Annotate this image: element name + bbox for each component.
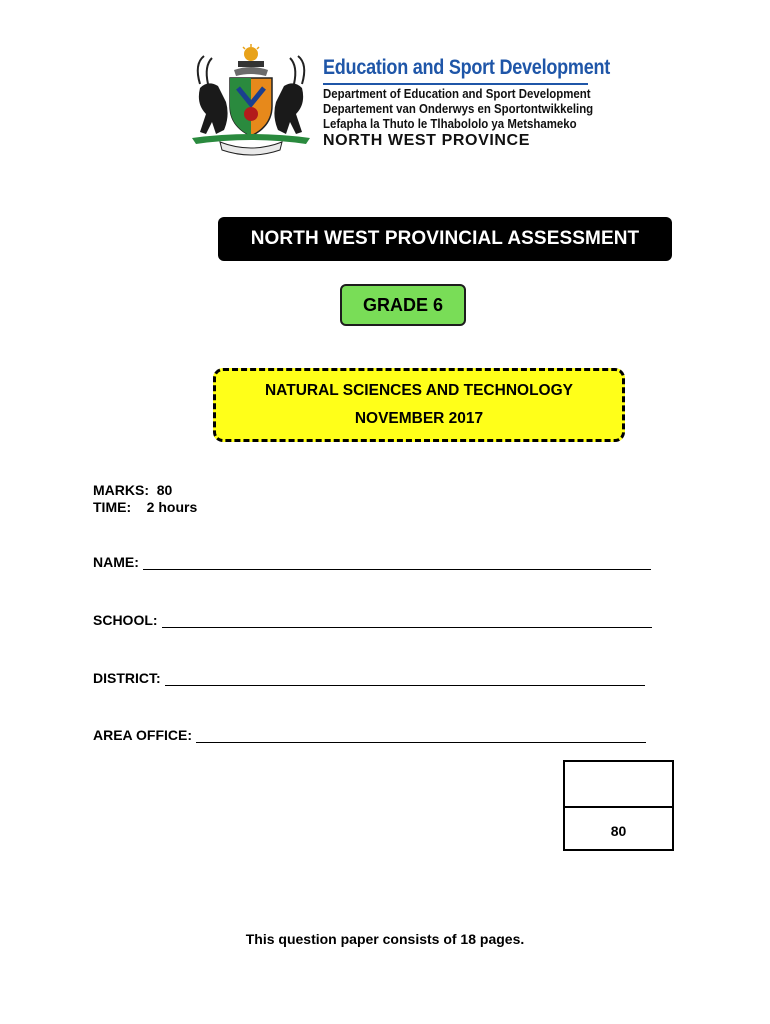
department-line-afrikaans: Departement van Onderwys en Sportontwikkeling [323,101,594,116]
area-office-input-line[interactable] [196,728,646,743]
page-count-note: This question paper consists of 18 pages. [245,931,525,947]
name-field[interactable] [93,550,651,570]
department-heading: Education and Sport Development [323,56,611,79]
district-field[interactable] [93,666,645,686]
score-entry-cell[interactable] [565,762,672,808]
district-input-line[interactable] [165,671,645,686]
exam-date: NOVEMBER 2017 [354,410,484,427]
marks-label: MARKS: 80 [93,482,173,498]
subject-box [213,368,625,442]
school-field[interactable] [93,608,652,628]
grade-badge: GRADE 6 [340,284,466,326]
score-total: 80 [610,822,627,839]
department-line-setswana: Lefapha la Thuto le Tlhabololo ya Metshameko [323,116,577,131]
subject-name: NATURAL SCIENCES AND TECHNOLOGY [264,382,573,399]
score-box [563,760,674,851]
coat-of-arms-icon [186,44,316,156]
heading-divider [323,83,588,85]
name-label: NAME: [93,554,139,570]
department-line-english: Department of Education and Sport Development [323,86,591,101]
province-name: NORTH WEST PROVINCE [323,132,530,149]
school-input-line[interactable] [162,613,652,628]
area-office-label: AREA OFFICE: [93,727,193,743]
assessment-title: NORTH WEST PROVINCIAL ASSESSMENT [218,217,672,261]
district-label: DISTRICT: [93,670,161,686]
school-label: SCHOOL: [93,612,158,628]
time-label: TIME: 2 hours [93,499,198,515]
area-office-field[interactable] [93,723,646,743]
name-input-line[interactable] [143,555,651,570]
